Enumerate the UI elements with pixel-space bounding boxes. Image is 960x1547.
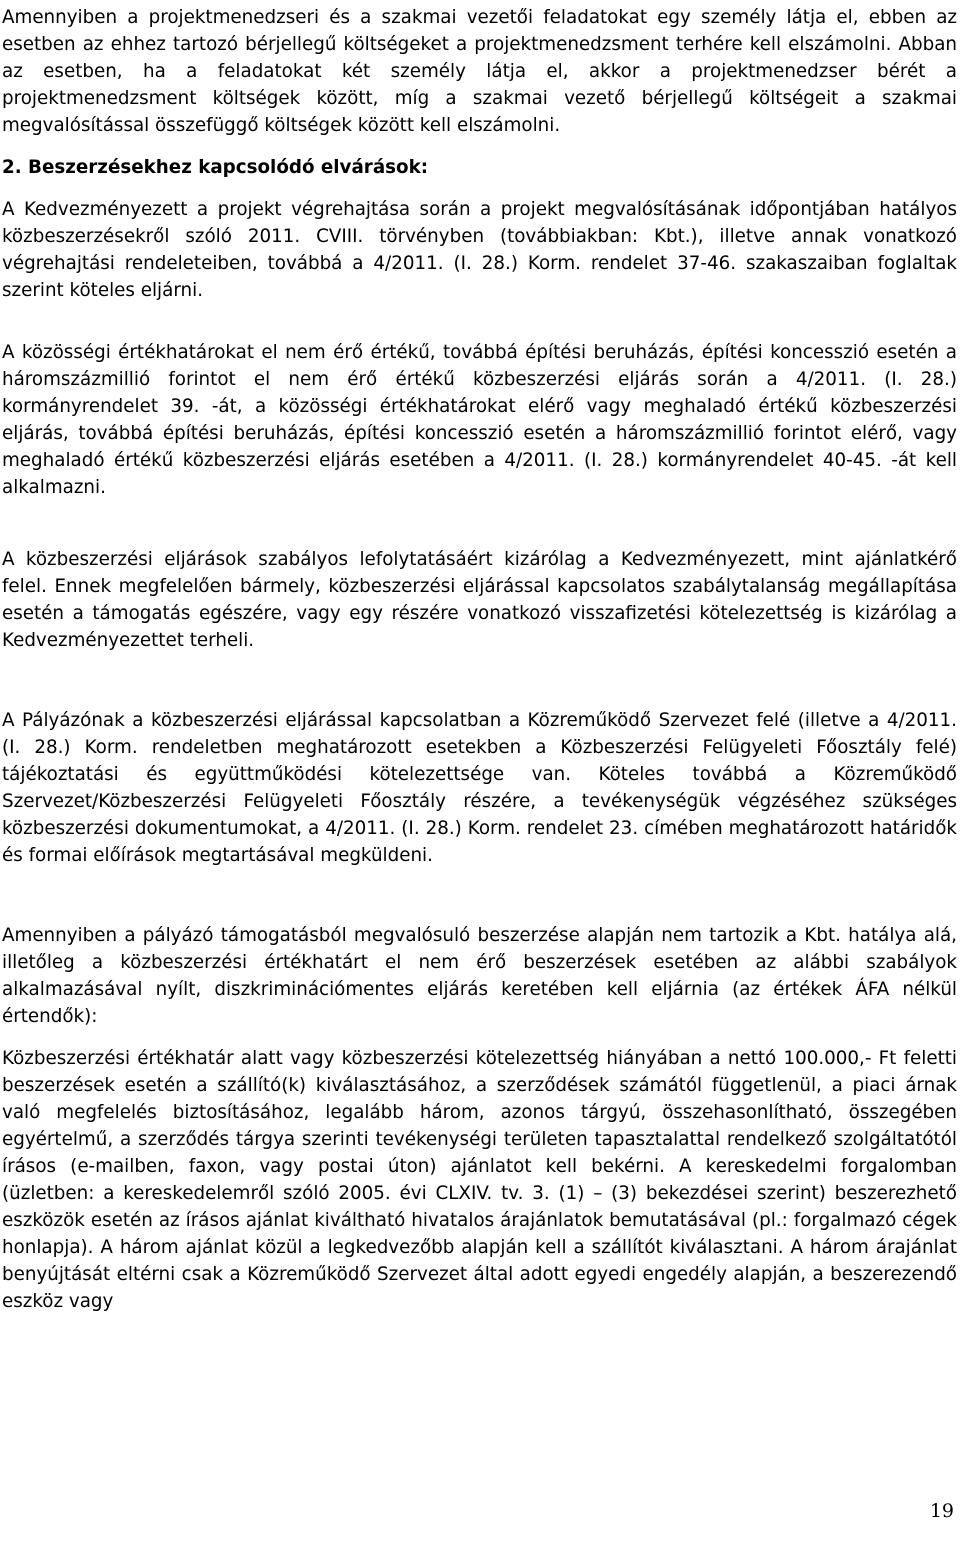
page-number: 19 <box>929 1500 954 1522</box>
spacer <box>2 654 957 707</box>
spacer <box>2 181 957 196</box>
paragraph-value-thresholds: A közösségi értékhatárokat el nem érő értékű, továbbá építési beruházás, építési koncesszió esetén a háromszázmillió forintot el nem érő értékű közbeszerzési eljárás során a 4/2011. (I. 28.) kormányrendelet 39. -át, a közösségi értékhatárokat elérő vagy meghaladó értékű közbeszerzési eljárás, továbbá építési beruházás, építési koncesszió esetén a háromszázmillió forintot elérő, vagy meghaladó értékű közbeszerzési eljárás esetében a 4/2011. (I. 28.) kormányrendelet 40-45. -át kell alkalmazni. <box>2 342 957 498</box>
spacer <box>2 1030 957 1045</box>
spacer <box>2 304 957 339</box>
paragraph-non-kbt-procurement: Amennyiben a pályázó támogatásból megvalósuló beszerzése alapján nem tartozik a Kbt. hatálya alá, illetőleg a közbeszerzési értékhatárt el nem érő beszerzések esetében az alábbi szabályok alkalmazásával nyílt, diszkriminációmentes eljárás keretében kell eljárnia (az értékek ÁFA nélkül értendők): <box>2 925 957 1027</box>
spacer <box>2 501 957 546</box>
section-heading: 2. Beszerzésekhez kapcsolódó elvárások: <box>2 157 429 178</box>
paragraph-beneficiary-responsibility: A közbeszerzési eljárások szabályos lefolytatásáért kizárólag a Kedvezményezett, mint ajánlatkérő felel. Ennek megfelelően bármely, közbeszerzési eljárással kapcsolatos szabálytalanság megállapítása esetén a támogatás egészére, vagy egy részére vonatkozó visszafizetési kötelezettség is kizárólag a Kedvezményezettet terheli. <box>2 549 957 651</box>
paragraph-cooperation-obligation: A Pályázónak a közbeszerzési eljárással kapcsolatban a Közreműködő Szervezet felé (illetve a 4/2011. (I. 28.) Korm. rendeletben meghatározott esetekben a Közbeszerzési Felügyeleti Főosztály felé) tájékoztatási és együttműködési kötelezettsége van. Köteles továbbá a Közreműködő Szervezet/Közbeszerzési Felügyeleti Főosztály részére, a tevékenységük végzéséhez szükséges közbeszerzési dokumentumokat, a 4/2011. (I. 28.) Korm. rendelet 23. címében meghatározott határidők és formai előírások megtartásával megküldeni. <box>2 710 957 866</box>
paragraph-project-manager-costs: Amennyiben a projektmenedzseri és a szakmai vezetői feladatokat egy személy látja el, ebben az esetben az ehhez tartozó bérjellegű költségeket a projektmenedzsment terhére kell elszámolni. Abban az esetben, ha a feladatokat két személy látja el, akkor a projektmenedzser bérét a projektmenedzsment költségek között, míg a szakmai vezető bérjellegű költségeit a szakmai megvalósítással összefüggő költségek között kell elszámolni. <box>2 7 957 136</box>
spacer <box>2 139 957 154</box>
spacer <box>2 869 957 922</box>
paragraph-procurement-law: A Kedvezményezett a projekt végrehajtása során a projekt megvalósításának időpontjában hatályos közbeszerzésekről szóló 2011. CVIII. törvényben (továbbiakban: Kbt.), illetve annak vonatkozó végrehajtási rendeleteiben, továbbá a 4/2011. (I. 28.) Korm. rendelet 37-46. szakaszaiban foglaltak szerint köteles eljárni. <box>2 199 957 301</box>
paragraph-below-threshold-rules: Közbeszerzési értékhatár alatt vagy közbeszerzési kötelezettség hiányában a nettó 100.000,- Ft feletti beszerzések esetén a szállító(k) kiválasztásához, a szerződések számától függetlenül, a piaci árnak való megfelelés biztosításához, legalább három, azonos tárgyú, összehasonlítható, összegében egyértelmű, a szerződés tárgya szerinti tevékenységi területen tapasztalattal rendelkező szolgáltatótól írásos (e-mailben, faxon, vagy postai úton) ajánlatot kell bekérni. A kereskedelmi forgalomban (üzletben: a kereskedelemről szóló 2005. évi CLXIV. tv. 3. (1) – (3) bekezdései szerint) beszerezhető eszközök esetén az írásos ajánlat kiváltható hivatalos árajánlatok bemutatásával (pl.: forgalmazó cégek honlapja). A három ajánlat közül a legkedvezőbb alapján kell a szállítót kiválasztani. A három árajánlat benyújtását eltérni csak a Közreműködő Szervezet által adott egyedi engedély alapján, a beszerezendő eszköz vagy <box>2 1048 957 1312</box>
